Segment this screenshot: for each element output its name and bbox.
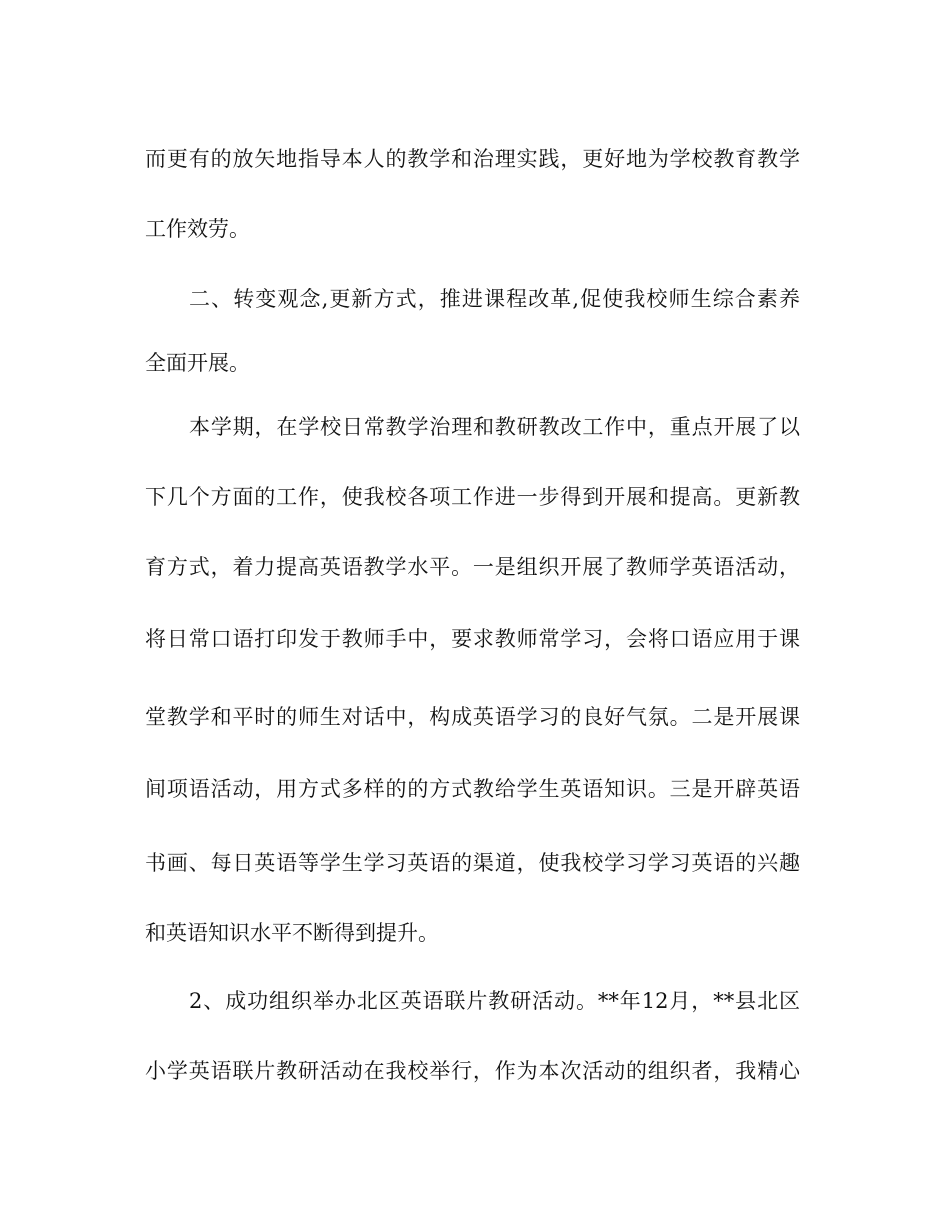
text-line-12: 和英语知识水平不断得到提升。	[145, 921, 439, 945]
text-line-6: 下几个方面的工作，使我校各项工作进一步得到开展和提高。更新教	[145, 485, 800, 509]
section-heading-line-2: 全面开展。	[145, 351, 250, 375]
text-line-1: 而更有的放矢地指导本人的教学和治理实践，更好地为学校教育教学	[145, 147, 800, 171]
text-line-14: 小学英语联片教研活动在我校举行，作为本次活动的组织者，我精心	[145, 1059, 800, 1083]
text-line-8: 将日常口语打印发于教师手中，要求教师常学习，会将口语应用于课	[145, 627, 800, 651]
text-line-10: 间项语活动，用方式多样的的方式教给学生英语知识。三是开辟英语	[145, 777, 800, 801]
text-line-2: 工作效劳。	[145, 217, 250, 241]
section-heading-line-1: 二、转变观念,更新方式，推进课程改革,促使我校师生综合素养	[189, 287, 800, 311]
text-line-13: 2、成功组织举办北区英语联片教研活动。**年12月，**县北区	[189, 989, 800, 1013]
text-line-5: 本学期，在学校日常教学治理和教研教改工作中，重点开展了以	[189, 415, 800, 439]
text-line-7: 育方式，着力提高英语教学水平。一是组织开展了教师学英语活动，	[145, 555, 800, 579]
text-line-9: 堂教学和平时的师生对话中，构成英语学习的良好气氛。二是开展课	[145, 705, 800, 729]
text-line-11: 书画、每日英语等学生学习英语的渠道，使我校学习学习英语的兴趣	[145, 851, 800, 875]
